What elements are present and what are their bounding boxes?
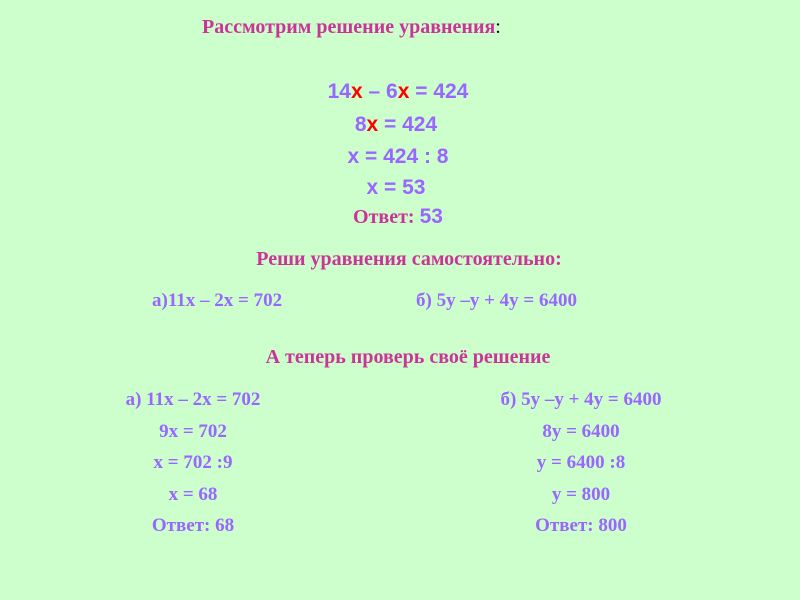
coef-8: 8: [354, 113, 367, 136]
check-a-line-1: а) 11х – 2х = 702: [125, 389, 261, 410]
check-b-line-4: у = 800: [551, 484, 611, 505]
example-line-1: [328, 80, 469, 104]
minus-6: – 6: [362, 80, 398, 103]
check-b-line-3: у = 6400 :8: [536, 452, 626, 473]
coef-14: 14: [327, 80, 351, 103]
variable-x: х: [350, 80, 363, 103]
example-line-3: х = 424 : 8: [347, 145, 449, 168]
check-b-answer: Ответ: 800: [535, 515, 627, 536]
check-b-line-1: б) 5у –у + 4у = 6400: [500, 389, 662, 410]
equals-424: = 424: [378, 113, 438, 136]
example-line-4: х = 53: [366, 176, 426, 199]
equals-424: = 424: [409, 80, 469, 103]
example-answer: [353, 205, 443, 229]
check-a-line-3: х = 702 :9: [153, 452, 233, 473]
answer-value: 53: [419, 205, 443, 228]
task-b: б) 5у –у + 4у = 6400: [416, 290, 577, 311]
example-heading: [202, 16, 501, 39]
variable-x: х: [366, 113, 379, 136]
answer-label: Ответ:: [353, 206, 420, 228]
example-line-2: [355, 113, 437, 137]
check-heading: А теперь проверь своё решение: [265, 346, 551, 368]
task-a: а)11х – 2х = 702: [152, 290, 283, 311]
check-a-line-4: х = 68: [168, 484, 218, 505]
check-a-line-2: 9х = 702: [159, 421, 227, 442]
check-b-line-2: 8у = 6400: [542, 421, 620, 442]
variable-x: х: [397, 80, 410, 103]
self-task-heading: Реши уравнения самостоятельно:: [256, 248, 562, 270]
check-a-answer: Ответ: 68: [151, 515, 235, 536]
example-heading-colon: :: [495, 16, 501, 38]
example-heading-text: Рассмотрим решение уравнения: [202, 16, 496, 38]
